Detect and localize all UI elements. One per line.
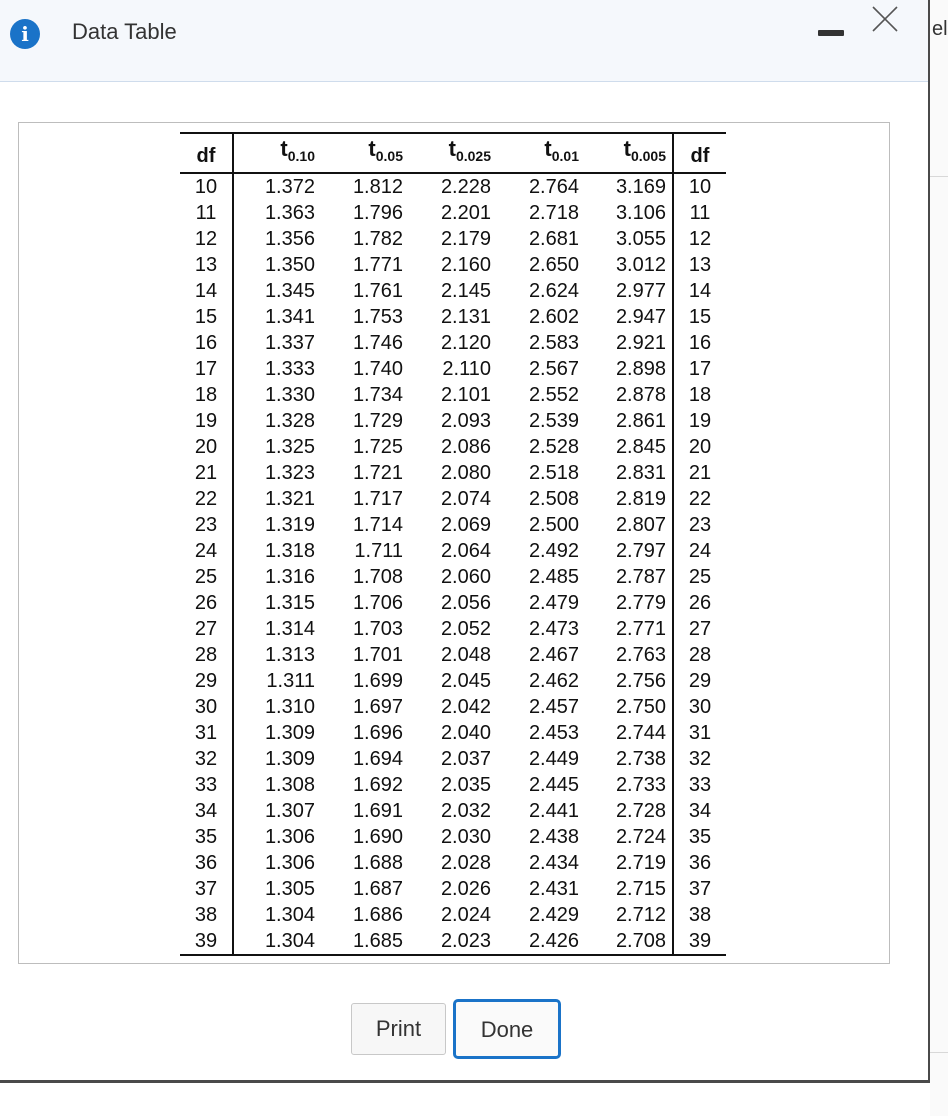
t-value-cell: 2.064 (440, 540, 491, 562)
df-cell: 37 (180, 876, 233, 902)
t-value-cell: 1.372 (264, 176, 315, 198)
t-value-cell: 2.728 (585, 798, 673, 824)
table-row (180, 824, 726, 850)
df-cell: 18 (688, 384, 712, 406)
df-cell: 35 (688, 826, 712, 848)
alpha-header: $t_{0.05}$ (321, 133, 409, 173)
df-cell: 36 (688, 852, 712, 874)
background-page (930, 0, 948, 1116)
t-value-cell: 2.485 (528, 566, 579, 588)
t-value-cell: 1.307 (264, 800, 315, 822)
t-value-cell: 1.345 (264, 280, 315, 302)
t-value-cell: 1.717 (352, 488, 403, 510)
t-value-cell: 1.309 (264, 722, 315, 744)
t-value-cell: 1.319 (264, 514, 315, 536)
t-value-cell: 2.093 (440, 410, 491, 432)
t-value-cell: 2.898 (585, 356, 673, 382)
t-value-cell: 1.310 (264, 696, 315, 718)
t-value-cell: 2.831 (585, 460, 673, 486)
t-value-cell: 1.306 (264, 852, 315, 874)
t-value-cell: 1.350 (264, 254, 315, 276)
t-value-cell: 1.309 (264, 748, 315, 770)
t-value-cell: 2.819 (585, 486, 673, 512)
table-row (180, 356, 726, 382)
t-value-cell: 2.429 (528, 904, 579, 926)
table-row (180, 434, 726, 460)
df-cell: 14 (688, 280, 712, 302)
alpha-header: $t_{0.005}$ (585, 133, 673, 173)
table-header-row (180, 133, 726, 173)
t-value-cell: 1.692 (352, 774, 403, 796)
df-cell: 14 (180, 278, 233, 304)
t-value-cell: 1.729 (352, 410, 403, 432)
t-value-cell: 2.438 (528, 826, 579, 848)
alpha-header: $t_{0.10}$ (233, 133, 321, 173)
df-cell: 35 (180, 824, 233, 850)
t-value-cell: 3.012 (585, 252, 673, 278)
t-value-cell: 1.687 (352, 878, 403, 900)
t-value-cell: 2.845 (585, 434, 673, 460)
close-icon[interactable] (868, 2, 902, 36)
t-value-cell: 2.028 (440, 852, 491, 874)
t-value-cell: 2.145 (440, 280, 491, 302)
df-cell: 22 (180, 486, 233, 512)
t-value-cell: 2.042 (440, 696, 491, 718)
df-cell: 11 (180, 200, 233, 226)
df-cell: 23 (688, 514, 712, 536)
t-value-cell: 1.701 (352, 644, 403, 666)
t-value-cell: 2.120 (440, 332, 491, 354)
t-value-cell: 2.650 (528, 254, 579, 276)
t-value-cell: 2.764 (528, 176, 579, 198)
t-value-cell: 1.304 (264, 904, 315, 926)
table-row (180, 304, 726, 330)
t-value-cell: 1.691 (352, 800, 403, 822)
t-value-cell: 2.160 (440, 254, 491, 276)
df-cell: 22 (688, 488, 712, 510)
t-value-cell: 2.724 (585, 824, 673, 850)
table-row (180, 798, 726, 824)
alpha-header: $t_{0.01}$ (497, 133, 585, 173)
t-distribution-table (180, 132, 726, 956)
t-value-cell: 2.024 (440, 904, 491, 926)
t-value-cell: 2.528 (528, 436, 579, 458)
df-cell: 12 (688, 228, 712, 250)
t-value-cell: 2.473 (528, 618, 579, 640)
df-cell: 31 (688, 722, 712, 744)
df-cell: 23 (180, 512, 233, 538)
t-value-cell: 1.315 (264, 592, 315, 614)
t-value-cell: 1.714 (352, 514, 403, 536)
t-value-cell: 1.304 (233, 928, 321, 955)
background-divider (930, 1052, 948, 1053)
t-value-cell: 1.341 (264, 306, 315, 328)
t-value-cell: 2.977 (585, 278, 673, 304)
t-value-cell: 1.753 (352, 306, 403, 328)
t-value-cell: 2.467 (528, 644, 579, 666)
df-cell: 27 (688, 618, 712, 640)
t-value-cell: 2.449 (528, 748, 579, 770)
df-cell: 25 (180, 564, 233, 590)
df-header: df (180, 133, 233, 173)
t-value-cell: 2.539 (528, 410, 579, 432)
df-cell: 30 (180, 694, 233, 720)
t-value-cell: 1.796 (352, 202, 403, 224)
t-value-cell: 1.314 (264, 618, 315, 640)
t-value-cell: 1.316 (264, 566, 315, 588)
t-value-cell: 1.330 (264, 384, 315, 406)
t-value-cell: 1.696 (352, 722, 403, 744)
t-value-cell: 2.797 (585, 538, 673, 564)
t-value-cell: 2.708 (585, 928, 673, 955)
df-cell: 36 (180, 850, 233, 876)
t-value-cell: 2.045 (440, 670, 491, 692)
table-row (180, 538, 726, 564)
t-value-cell: 2.583 (528, 332, 579, 354)
df-cell: 19 (688, 410, 712, 432)
table-row (180, 850, 726, 876)
t-value-cell: 2.947 (585, 304, 673, 330)
df-cell: 38 (688, 904, 712, 926)
done-button[interactable]: Done (453, 999, 561, 1059)
t-value-cell: 2.500 (528, 514, 579, 536)
df-cell: 31 (180, 720, 233, 746)
table-row (180, 746, 726, 772)
table-row (180, 252, 726, 278)
df-cell: 28 (688, 644, 712, 666)
t-value-cell: 2.807 (585, 512, 673, 538)
t-value-cell: 1.305 (264, 878, 315, 900)
t-value-cell: 2.030 (440, 826, 491, 848)
df-cell: 34 (180, 798, 233, 824)
t-value-cell: 1.812 (352, 176, 403, 198)
t-value-cell: 1.708 (352, 566, 403, 588)
table-row (180, 928, 726, 955)
t-value-cell: 1.746 (352, 332, 403, 354)
df-cell: 26 (180, 590, 233, 616)
t-value-cell: 2.567 (528, 358, 579, 380)
t-value-cell: 2.787 (585, 564, 673, 590)
df-cell: 15 (688, 306, 712, 328)
t-value-cell: 1.771 (352, 254, 403, 276)
t-value-cell: 2.861 (585, 408, 673, 434)
table-row (180, 642, 726, 668)
df-cell: 11 (689, 202, 711, 224)
df-cell: 17 (180, 356, 233, 382)
t-value-cell: 1.688 (352, 852, 403, 874)
t-value-cell: 2.110 (442, 358, 491, 380)
t-value-cell: 2.048 (440, 644, 491, 666)
t-value-cell: 2.457 (528, 696, 579, 718)
t-value-cell: 2.492 (528, 540, 579, 562)
df-cell: 20 (688, 436, 712, 458)
t-value-cell: 2.719 (585, 850, 673, 876)
t-value-cell: 2.040 (440, 722, 491, 744)
t-value-cell: 2.052 (440, 618, 491, 640)
t-value-cell: 1.706 (352, 592, 403, 614)
print-button[interactable]: Print (351, 1003, 446, 1055)
t-value-cell: 1.740 (352, 358, 403, 380)
t-value-cell: 1.356 (264, 228, 315, 250)
t-value-cell: 2.032 (440, 800, 491, 822)
t-value-cell: 2.479 (528, 592, 579, 614)
t-value-cell: 1.323 (264, 462, 315, 484)
t-value-cell: 1.328 (264, 410, 315, 432)
t-value-cell: 2.712 (585, 902, 673, 928)
t-value-cell: 2.074 (440, 488, 491, 510)
table-row (180, 486, 726, 512)
df-cell: 27 (180, 616, 233, 642)
df-cell: 24 (688, 540, 712, 562)
t-value-cell: 1.697 (352, 696, 403, 718)
t-value-cell: 2.921 (585, 330, 673, 356)
df-cell: 29 (180, 668, 233, 694)
t-value-cell: 1.321 (264, 488, 315, 510)
t-value-cell: 1.308 (264, 774, 315, 796)
t-value-cell: 1.699 (352, 670, 403, 692)
t-value-cell: 2.779 (585, 590, 673, 616)
table-row (180, 694, 726, 720)
t-value-cell: 1.313 (264, 644, 315, 666)
table-row (180, 668, 726, 694)
t-value-cell: 1.337 (264, 332, 315, 354)
t-value-cell: 1.725 (352, 436, 403, 458)
t-value-cell: 1.782 (352, 228, 403, 250)
t-value-cell: 1.306 (264, 826, 315, 848)
df-cell: 16 (688, 332, 712, 354)
t-value-cell: 2.756 (585, 668, 673, 694)
dialog-header (0, 0, 928, 82)
dialog-title: Data Table (72, 19, 177, 44)
t-value-cell: 2.056 (440, 592, 491, 614)
df-cell: 10 (180, 173, 233, 200)
t-value-cell: 2.718 (528, 202, 579, 224)
t-value-cell: 2.738 (585, 746, 673, 772)
t-value-cell: 2.131 (440, 306, 491, 328)
t-value-cell: 2.763 (585, 642, 673, 668)
background-divider (930, 176, 948, 177)
t-value-cell: 2.750 (585, 694, 673, 720)
t-value-cell: 1.318 (264, 540, 315, 562)
t-value-cell: 2.086 (440, 436, 491, 458)
df-header: df (673, 133, 726, 173)
df-cell: 13 (688, 254, 712, 276)
t-value-cell: 1.363 (264, 202, 315, 224)
t-value-cell: 1.690 (352, 826, 403, 848)
t-value-cell: 2.624 (528, 280, 579, 302)
t-value-cell: 2.101 (440, 384, 491, 406)
t-value-cell: 2.228 (440, 176, 491, 198)
t-value-cell: 3.055 (585, 226, 673, 252)
t-value-cell: 2.179 (440, 228, 491, 250)
t-value-cell: 3.106 (585, 200, 673, 226)
t-value-cell: 1.721 (352, 462, 403, 484)
df-cell: 13 (180, 252, 233, 278)
t-value-cell: 2.441 (528, 800, 579, 822)
df-cell: 10 (688, 176, 712, 198)
t-value-cell: 2.552 (528, 384, 579, 406)
t-value-cell: 1.311 (266, 670, 315, 692)
df-cell: 32 (688, 748, 712, 770)
t-value-cell: 2.037 (440, 748, 491, 770)
t-value-cell: 2.453 (528, 722, 579, 744)
t-value-cell: 2.026 (440, 878, 491, 900)
t-value-cell: 1.711 (354, 540, 403, 562)
t-value-cell: 1.333 (264, 358, 315, 380)
df-cell: 33 (180, 772, 233, 798)
df-cell: 18 (180, 382, 233, 408)
df-cell: 39 (673, 928, 726, 955)
df-cell: 32 (180, 746, 233, 772)
table-row (180, 408, 726, 434)
t-value-cell: 1.761 (352, 280, 403, 302)
t-value-cell: 2.445 (528, 774, 579, 796)
table-row (180, 876, 726, 902)
df-cell: 15 (180, 304, 233, 330)
df-cell: 19 (180, 408, 233, 434)
df-cell: 26 (688, 592, 712, 614)
df-cell: 24 (180, 538, 233, 564)
table-row (180, 330, 726, 356)
table-row (180, 902, 726, 928)
table-row (180, 226, 726, 252)
t-value-cell: 2.508 (528, 488, 579, 510)
t-value-cell: 2.681 (528, 228, 579, 250)
df-cell: 17 (688, 358, 712, 380)
minimize-icon[interactable] (818, 30, 844, 36)
background-text: el (932, 18, 948, 40)
t-value-cell: 1.734 (352, 384, 403, 406)
df-cell: 34 (688, 800, 712, 822)
df-cell: 28 (180, 642, 233, 668)
table-row (180, 460, 726, 486)
df-cell: 21 (688, 462, 712, 484)
table-row (180, 382, 726, 408)
table-row (180, 590, 726, 616)
table-row (180, 564, 726, 590)
t-value-cell: 2.878 (585, 382, 673, 408)
table-row (180, 200, 726, 226)
t-value-cell: 2.060 (440, 566, 491, 588)
alpha-header: $t_{0.025}$ (409, 133, 497, 173)
df-cell: 30 (688, 696, 712, 718)
df-cell: 16 (180, 330, 233, 356)
t-value-cell: 2.518 (528, 462, 579, 484)
table-row (180, 720, 726, 746)
df-cell: 29 (688, 670, 712, 692)
t-value-cell: 3.169 (585, 173, 673, 200)
df-cell: 38 (180, 902, 233, 928)
info-icon: i (10, 19, 40, 49)
t-value-cell: 1.686 (352, 904, 403, 926)
table-row (180, 616, 726, 642)
t-value-cell: 2.602 (528, 306, 579, 328)
table-frame (18, 122, 890, 964)
t-value-cell: 2.080 (440, 462, 491, 484)
t-value-cell: 2.462 (528, 670, 579, 692)
df-cell: 39 (180, 928, 233, 955)
t-value-cell: 2.069 (440, 514, 491, 536)
df-cell: 33 (688, 774, 712, 796)
t-value-cell: 2.035 (440, 774, 491, 796)
t-value-cell: 2.715 (585, 876, 673, 902)
table-row (180, 772, 726, 798)
df-cell: 20 (180, 434, 233, 460)
t-value-cell: 2.023 (409, 928, 497, 955)
t-value-cell: 1.703 (352, 618, 403, 640)
t-value-cell: 1.325 (264, 436, 315, 458)
table-row (180, 278, 726, 304)
df-cell: 37 (688, 878, 712, 900)
t-value-cell: 2.434 (528, 852, 579, 874)
table-body (180, 173, 726, 955)
table-row (180, 173, 726, 200)
table-row (180, 512, 726, 538)
t-value-cell: 1.685 (321, 928, 409, 955)
t-value-cell: 1.694 (352, 748, 403, 770)
t-value-cell: 2.771 (585, 616, 673, 642)
t-value-cell: 2.201 (440, 202, 491, 224)
t-value-cell: 2.431 (528, 878, 579, 900)
t-value-cell: 2.733 (585, 772, 673, 798)
t-value-cell: 2.744 (585, 720, 673, 746)
df-cell: 12 (180, 226, 233, 252)
df-cell: 25 (688, 566, 712, 588)
df-cell: 21 (180, 460, 233, 486)
t-value-cell: 2.426 (497, 928, 585, 955)
